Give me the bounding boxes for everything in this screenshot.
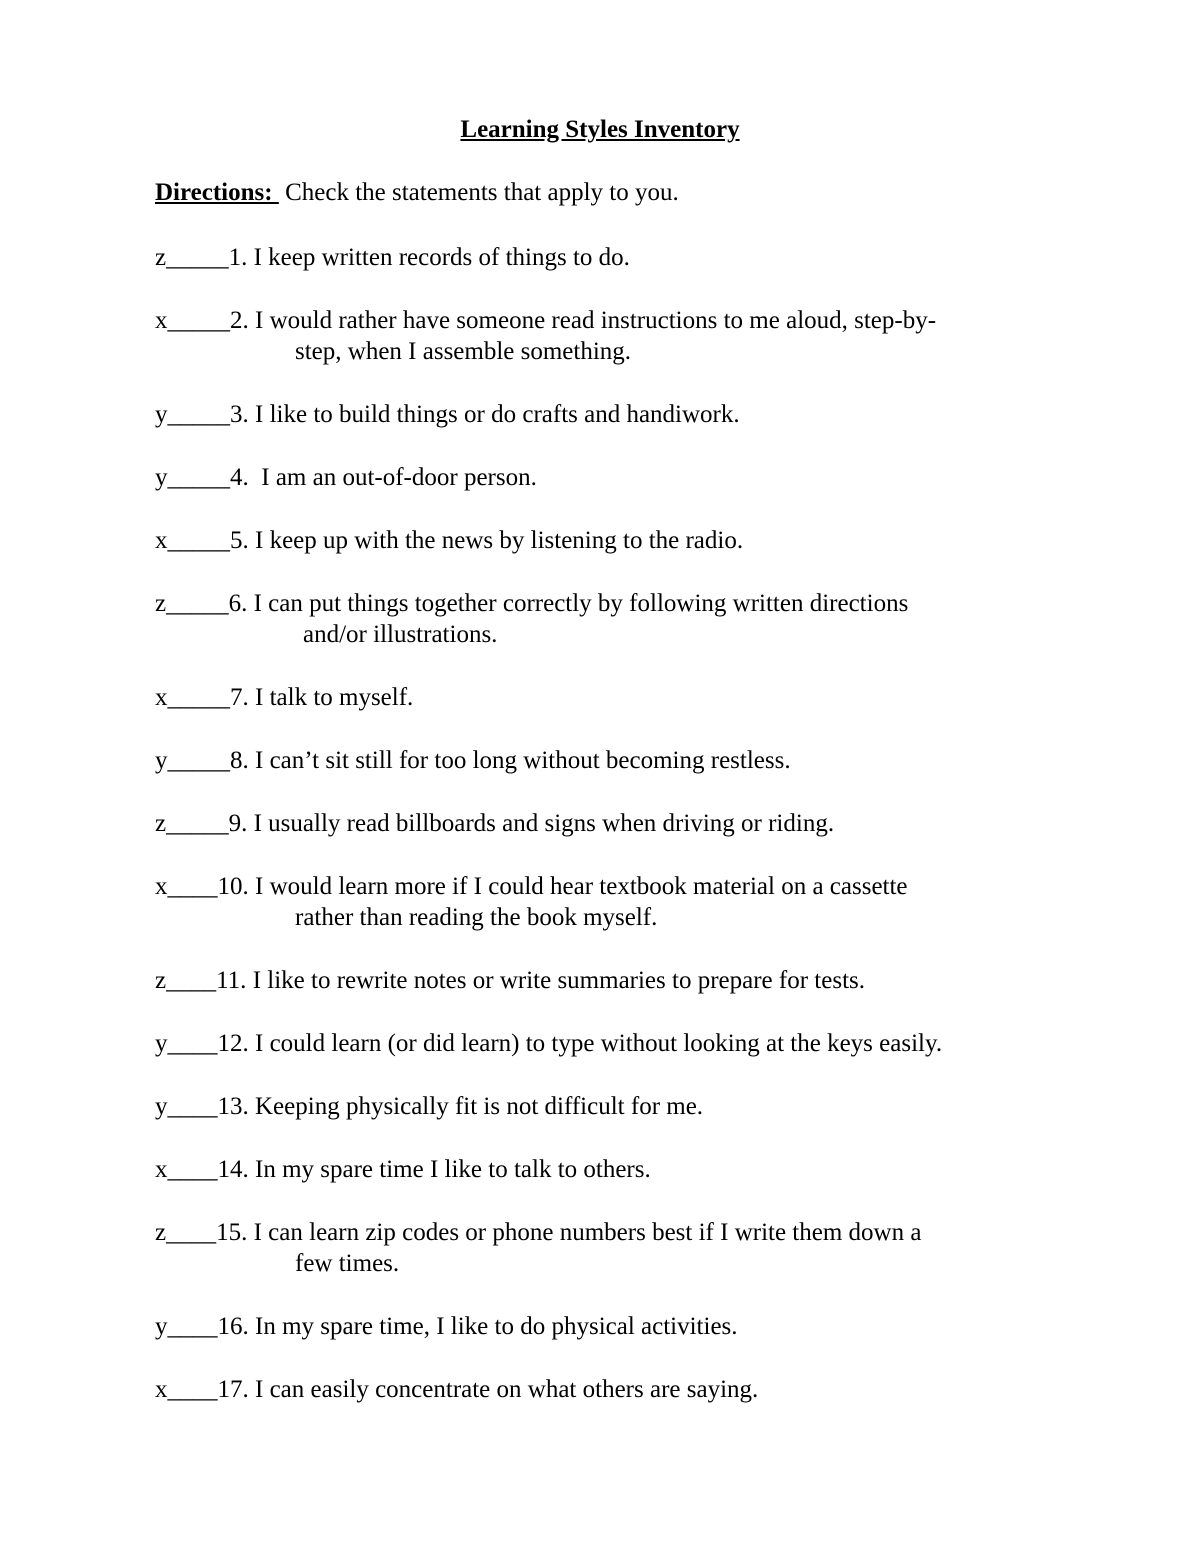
list-item [155, 682, 1055, 713]
item-text: I can put things together correctly by following written directions [247, 590, 909, 617]
item-number: 8. [230, 747, 249, 774]
answer-blank: ____ [167, 1313, 218, 1340]
list-item [155, 965, 1055, 996]
answer-blank: _____ [167, 747, 230, 774]
answer-mark: z [155, 1219, 167, 1246]
item-text: I like to rewrite notes or write summaries to prepare for tests. [246, 967, 865, 994]
item-text: In my spare time I like to talk to others. [248, 1156, 651, 1183]
answer-blank: ____ [167, 1093, 218, 1120]
item-line [155, 808, 1055, 839]
answer-blank: _____ [166, 590, 229, 617]
inventory-list [155, 242, 1055, 1437]
list-item [155, 462, 1055, 493]
answer-mark: z [155, 244, 167, 271]
answer-mark: z [155, 590, 167, 617]
answer-blank: _____ [167, 307, 230, 334]
item-text: I can’t sit still for too long without becoming restless. [248, 747, 791, 774]
item-number: 13. [217, 1093, 249, 1120]
item-line [155, 525, 1055, 556]
answer-blank: ____ [167, 1156, 218, 1183]
item-text-continuation: and/or illustrations. [303, 621, 498, 648]
item-number: 9. [228, 810, 248, 837]
list-item [155, 808, 1055, 839]
answer-blank: _____ [167, 527, 230, 554]
answer-mark: x [155, 1376, 168, 1403]
answer-mark: y [155, 1030, 168, 1057]
item-text-continuation: rather than reading the book myself. [295, 904, 658, 931]
item-text: Keeping physically fit is not difficult for me. [248, 1093, 704, 1120]
answer-blank: _____ [167, 401, 230, 428]
list-item [155, 745, 1055, 776]
list-item [155, 525, 1055, 556]
item-line [155, 1217, 1055, 1248]
answer-blank: _____ [166, 810, 229, 837]
list-item [155, 871, 1055, 933]
item-number: 11. [216, 967, 247, 994]
item-number: 14. [217, 1156, 249, 1183]
item-line [155, 1311, 1055, 1342]
item-number: 3. [230, 401, 249, 428]
answer-mark: y [155, 464, 168, 491]
item-text: I can learn zip codes or phone numbers best if I write them down a [247, 1219, 922, 1246]
list-item [155, 242, 1055, 273]
answer-mark: y [155, 1313, 168, 1340]
answer-mark: y [155, 1093, 168, 1120]
list-item [155, 1311, 1055, 1342]
item-line [155, 871, 1055, 902]
list-item [155, 1028, 1055, 1059]
item-line [155, 305, 1055, 336]
item-number: 4. [230, 464, 249, 491]
answer-blank: _____ [167, 464, 230, 491]
list-item [155, 1154, 1055, 1185]
item-line [155, 965, 1055, 996]
answer-blank: ____ [166, 1219, 217, 1246]
item-text-continuation: few times. [295, 1250, 400, 1277]
item-text: In my spare time, I like to do physical activities. [248, 1313, 738, 1340]
answer-mark: z [155, 967, 167, 994]
item-number: 17. [217, 1376, 249, 1403]
answer-mark: z [155, 810, 167, 837]
list-item [155, 1217, 1055, 1279]
list-item [155, 1374, 1055, 1405]
item-text: I could learn (or did learn) to type without looking at the keys easily. [248, 1030, 943, 1057]
answer-blank: ____ [167, 1376, 218, 1403]
list-item [155, 588, 1055, 650]
answer-blank: ____ [166, 967, 217, 994]
item-line [155, 1091, 1055, 1122]
item-text: I keep written records of things to do. [247, 244, 630, 271]
item-line [155, 682, 1055, 713]
item-line [155, 1028, 1055, 1059]
list-item [155, 399, 1055, 430]
item-number: 10. [217, 873, 249, 900]
item-text: I am an out-of-door person. [248, 464, 537, 491]
answer-blank: ____ [167, 873, 218, 900]
item-number: 16. [217, 1313, 249, 1340]
item-line [155, 1374, 1055, 1405]
page-title: Learning Styles Inventory [460, 116, 740, 143]
item-line [155, 462, 1055, 493]
item-text: I would learn more if I could hear textbook material on a cassette [248, 873, 908, 900]
item-number: 7. [230, 684, 249, 711]
answer-mark: y [155, 747, 168, 774]
answer-mark: x [155, 873, 168, 900]
directions-label: Directions: [155, 179, 279, 206]
item-number: 5. [230, 527, 249, 554]
answer-mark: x [155, 684, 168, 711]
answer-mark: x [155, 527, 168, 554]
item-text: I would rather have someone read instructions to me aloud, step-by- [248, 307, 937, 334]
answer-blank: _____ [166, 244, 229, 271]
item-text: I talk to myself. [248, 684, 414, 711]
item-number: 2. [230, 307, 249, 334]
item-line [155, 1154, 1055, 1185]
item-text: I can easily concentrate on what others are saying. [248, 1376, 759, 1403]
item-number: 6. [228, 590, 248, 617]
item-line [155, 745, 1055, 776]
item-number: 12. [217, 1030, 249, 1057]
item-line [155, 399, 1055, 430]
item-text: I like to build things or do crafts and handiwork. [248, 401, 740, 428]
item-text: I usually read billboards and signs when driving or riding. [247, 810, 835, 837]
item-line [155, 242, 1055, 273]
item-number: 1. [228, 244, 248, 271]
answer-blank: _____ [167, 684, 230, 711]
list-item [155, 1091, 1055, 1122]
answer-mark: x [155, 1156, 168, 1183]
list-item [155, 305, 1055, 367]
directions [155, 178, 679, 208]
answer-mark: y [155, 401, 168, 428]
item-text-continuation: step, when I assemble something. [295, 338, 632, 365]
answer-blank: ____ [167, 1030, 218, 1057]
item-number: 15. [216, 1219, 248, 1246]
directions-text: Check the statements that apply to you. [278, 179, 679, 206]
answer-mark: x [155, 307, 168, 334]
item-line [155, 588, 1055, 619]
item-text: I keep up with the news by listening to the radio. [248, 527, 744, 554]
